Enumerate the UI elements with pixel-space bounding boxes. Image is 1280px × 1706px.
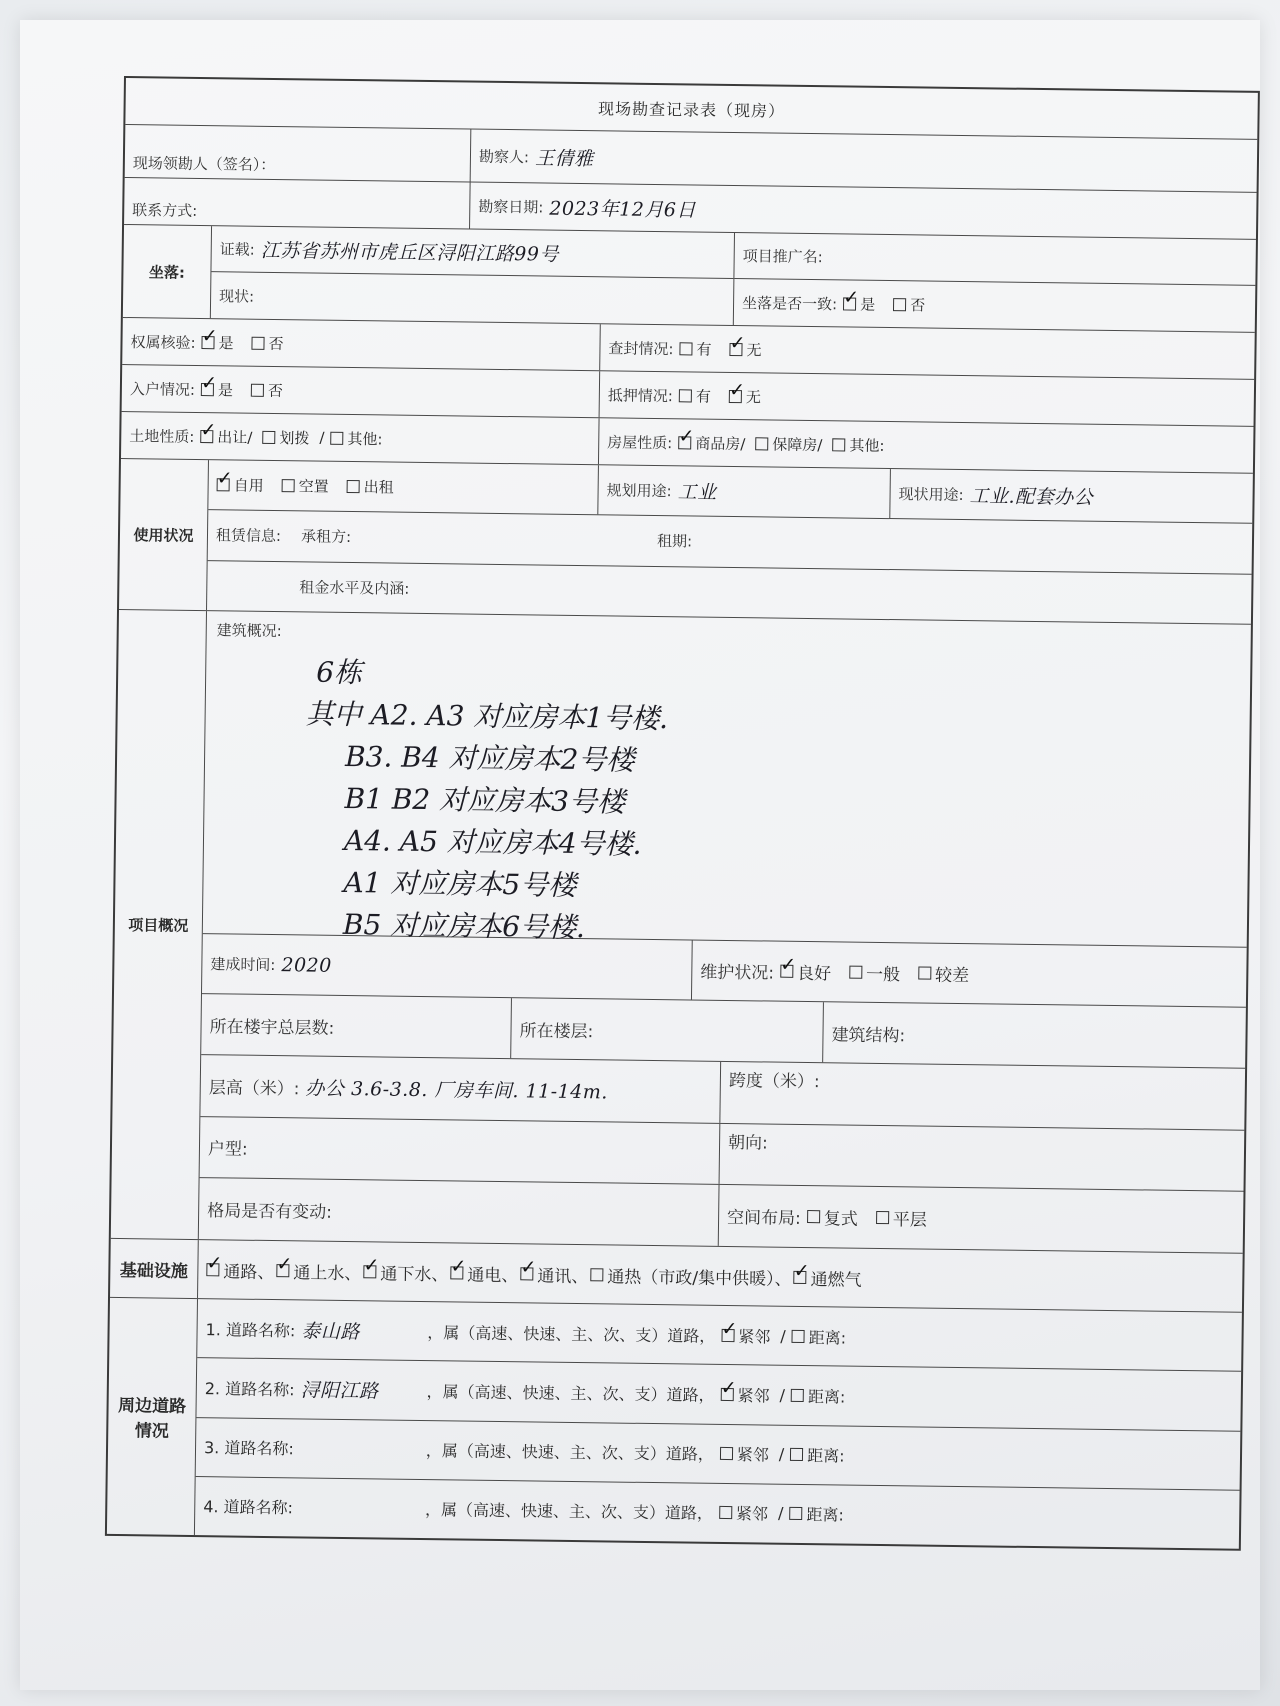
architecture-section bbox=[203, 611, 1251, 947]
rights-no-checkbox[interactable]: 否 bbox=[251, 332, 283, 353]
road1-distance-checkbox[interactable]: 距离: bbox=[792, 1324, 847, 1348]
height-value: 办公 3.6-3.8. 厂房车间. 11-14m. bbox=[305, 1077, 609, 1104]
arch-label: 建筑概况: bbox=[216, 621, 282, 641]
maint-label: 维护状况: bbox=[700, 962, 775, 984]
layout-change-label: 格局是否有变动: bbox=[207, 1200, 333, 1223]
form-title: 现场勘查记录表（现房） bbox=[597, 98, 786, 121]
arch-line: B3. B4 对应房本2号楼 bbox=[344, 739, 635, 777]
road1-adjacent-checkbox[interactable]: ✓ 紧邻 bbox=[721, 1324, 770, 1348]
arch-line: A1 对应房本5号楼 bbox=[343, 865, 577, 902]
match-label: 坐落是否一致: bbox=[741, 293, 838, 313]
checked-box bbox=[843, 297, 856, 310]
infra-heat-checkbox[interactable]: 通热（市政/集中供暖）、 bbox=[590, 1262, 792, 1290]
land-sale-checkbox[interactable]: ✓ 出让/ bbox=[200, 426, 252, 448]
road3-distance-checkbox[interactable]: 距离: bbox=[790, 1443, 845, 1467]
maint-poor-checkbox[interactable]: 较差 bbox=[918, 961, 969, 987]
total-floors-label: 所在楼宇总层数: bbox=[209, 1016, 335, 1039]
plan-label: 规划用途: bbox=[606, 481, 672, 501]
arch-line: B5 对应房本6号楼. bbox=[342, 907, 586, 945]
lease-label: 租赁信息: bbox=[215, 526, 282, 546]
road2-sep: / bbox=[779, 1385, 786, 1405]
road4-distance-checkbox[interactable]: 距离: bbox=[789, 1502, 844, 1526]
road1-sep: / bbox=[780, 1326, 786, 1346]
space-duplex-checkbox[interactable]: 复式 bbox=[807, 1204, 858, 1230]
maint-normal-checkbox[interactable]: 一般 bbox=[849, 960, 900, 986]
infra-telecom-checkbox[interactable]: ✓ 通讯、 bbox=[520, 1261, 588, 1287]
cert-value: 江苏省苏州市虎丘区浔阳江路99号 bbox=[260, 239, 560, 266]
lead-label: 现场领勘人（签名）： bbox=[132, 154, 276, 174]
road4-prefix: 4. 道路名称: bbox=[203, 1497, 294, 1518]
match-yes-checkbox[interactable]: ✓ 是 bbox=[843, 293, 875, 314]
location-label: 坐落: bbox=[123, 225, 212, 318]
infra-water-checkbox[interactable]: ✓ 通上水、 bbox=[276, 1258, 361, 1284]
term-label: 租期: bbox=[656, 532, 693, 551]
height-label: 层高（米）: bbox=[208, 1078, 300, 1100]
house-affordable-checkbox[interactable]: 保障房/ bbox=[755, 433, 822, 455]
road3-prefix: 3. 道路名称: bbox=[203, 1438, 294, 1459]
mortgage-none-checkbox[interactable]: ✓ 无 bbox=[729, 385, 761, 406]
date-label: 勘察日期: bbox=[478, 197, 544, 217]
arch-line: B1 B2 对应房本3号楼 bbox=[344, 781, 626, 819]
road3-name bbox=[300, 1448, 420, 1450]
paper-sheet bbox=[20, 20, 1260, 1690]
tenant-label: 承租方: bbox=[300, 527, 352, 547]
rights-label: 权属核验: bbox=[130, 332, 196, 352]
usage-current-value: 工业.配套办公 bbox=[969, 485, 1094, 509]
rent-level-label: 租金水平及内涵: bbox=[299, 578, 410, 598]
mortgage-label: 抵押情况: bbox=[607, 385, 674, 405]
road3-sep: / bbox=[778, 1444, 785, 1464]
built-value: 2020 bbox=[281, 953, 332, 977]
road1-class: ，属（高速、快速、主、次、支）道路， bbox=[427, 1322, 716, 1346]
road3-adjacent-checkbox[interactable]: 紧邻 bbox=[720, 1442, 769, 1466]
land-label: 土地性质: bbox=[129, 426, 195, 446]
seal-label: 查封情况: bbox=[608, 338, 674, 358]
road4-adjacent-checkbox[interactable]: 紧邻 bbox=[719, 1501, 768, 1525]
land-allot-checkbox[interactable]: 划拨 bbox=[262, 426, 309, 448]
entry-label: 入户情况: bbox=[129, 379, 196, 399]
seal-none-checkbox[interactable]: ✓ 无 bbox=[729, 338, 761, 359]
survey-form bbox=[105, 76, 1260, 1551]
entry-yes-checkbox[interactable]: ✓ 是 bbox=[201, 379, 233, 400]
current-label: 现状: bbox=[219, 286, 255, 306]
house-label: 房屋性质: bbox=[607, 432, 673, 452]
road2-name: 浔阳江路 bbox=[300, 1379, 379, 1403]
road1-name: 泰山路 bbox=[301, 1320, 360, 1343]
usage-label: 使用状况 bbox=[119, 459, 209, 610]
infra-drain-checkbox[interactable]: ✓ 通下水、 bbox=[363, 1259, 448, 1285]
land-sep: / bbox=[319, 428, 325, 447]
infra-power-checkbox[interactable]: ✓ 通电、 bbox=[450, 1260, 518, 1286]
surveyor-label: 勘察人: bbox=[478, 147, 530, 166]
floor-label: 所在楼层: bbox=[519, 1020, 594, 1042]
rights-yes-checkbox[interactable]: ✓ 是 bbox=[201, 332, 233, 353]
promo-label: 项目推广名: bbox=[742, 247, 823, 267]
infra-label: 基础设施 bbox=[110, 1239, 199, 1298]
cert-label: 证载: bbox=[219, 240, 255, 259]
project-label: 项目概况 bbox=[111, 610, 207, 1239]
date-value: 2023年12月6日 bbox=[549, 197, 697, 221]
maint-good-checkbox[interactable]: ✓ 良好 bbox=[780, 959, 831, 985]
mortgage-have-checkbox[interactable]: 有 bbox=[679, 385, 711, 406]
arch-line: A4. A5 对应房本4号楼. bbox=[343, 823, 642, 861]
unit-label: 户型: bbox=[207, 1139, 248, 1161]
arch-line: 其中 A2. A3 对应房本1号楼. bbox=[305, 697, 669, 736]
road4-name bbox=[299, 1507, 419, 1509]
road2-distance-checkbox[interactable]: 距离: bbox=[791, 1384, 846, 1408]
road3-class: ，属（高速、快速、主、次、支）道路， bbox=[425, 1441, 714, 1464]
land-other-checkbox[interactable]: 其他: bbox=[330, 427, 382, 449]
plan-value: 工业 bbox=[677, 481, 717, 504]
usage-self-checkbox[interactable]: ✓ 自用 bbox=[217, 474, 264, 496]
span-label: 跨度（米）: bbox=[728, 1070, 820, 1093]
space-flat-checkbox[interactable]: 平层 bbox=[876, 1205, 927, 1231]
road4-class: ，属（高速、快速、主、次、支）道路， bbox=[424, 1500, 714, 1524]
road2-class: ，属（高速、快速、主、次、支）道路， bbox=[426, 1381, 715, 1405]
contact-label: 联系方式: bbox=[132, 201, 198, 220]
empty-box bbox=[893, 298, 906, 311]
infra-gas-checkbox[interactable]: ✓ 通燃气 bbox=[793, 1264, 861, 1290]
surveyor-value: 王倩雅 bbox=[534, 146, 594, 170]
structure-label: 建筑结构: bbox=[831, 1024, 906, 1046]
usage-vacant-checkbox[interactable]: 空置 bbox=[282, 475, 329, 497]
road4-sep: / bbox=[777, 1504, 784, 1524]
usage-rent-checkbox[interactable]: 出租 bbox=[347, 476, 394, 498]
seal-have-checkbox[interactable]: 有 bbox=[679, 338, 711, 359]
space-label: 空间布局: bbox=[726, 1207, 801, 1229]
house-commercial-checkbox[interactable]: ✓ 商品房/ bbox=[678, 432, 745, 454]
road2-prefix: 2. 道路名称: bbox=[204, 1379, 295, 1400]
house-other-checkbox[interactable]: 其他: bbox=[832, 434, 884, 456]
built-label: 建成时间: bbox=[210, 955, 276, 975]
roads-label: 周边道路情况 bbox=[107, 1298, 198, 1535]
arch-line: 6栋 bbox=[315, 655, 363, 690]
facing-label: 朝向: bbox=[727, 1133, 768, 1154]
usage-current-label: 现状用途: bbox=[898, 485, 964, 505]
infra-road-checkbox[interactable]: ✓ 通路、 bbox=[206, 1257, 274, 1283]
road1-prefix: 1. 道路名称: bbox=[205, 1319, 296, 1340]
road2-adjacent-checkbox[interactable]: ✓ 紧邻 bbox=[720, 1383, 769, 1407]
match-no-checkbox[interactable]: 否 bbox=[893, 294, 925, 315]
entry-no-checkbox[interactable]: 否 bbox=[251, 379, 283, 400]
